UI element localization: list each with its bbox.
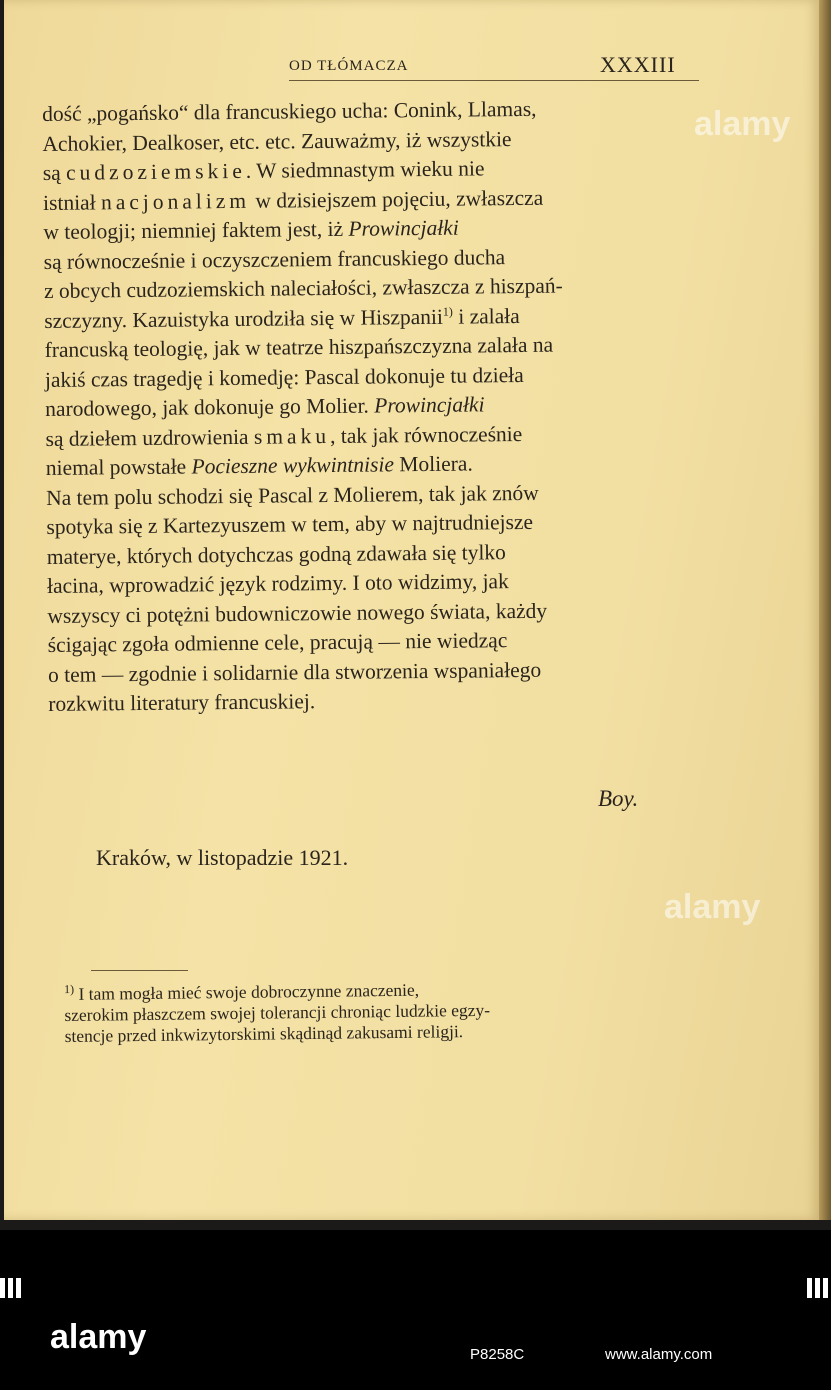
text-line	[48, 683, 708, 719]
body-paragraph	[42, 93, 708, 719]
text-run: szczyzny. Kazuistyka urodziła się w Hiszpanii	[44, 304, 444, 333]
header-rule	[289, 80, 699, 81]
image-id: P8258C	[470, 1346, 525, 1363]
line-content	[48, 655, 541, 690]
alamy-logo: alamy	[50, 1318, 147, 1356]
text-run: niemal powstałe	[45, 454, 192, 480]
text-run: z obcych cudzoziemskich naleciałości, zwłaszcza z hiszpań-	[43, 273, 563, 303]
place-date: Kraków, w listopadzie 1921.	[96, 845, 349, 870]
watermark-top: alamy	[694, 105, 791, 143]
text-run: I tam mogła mieć swoje dobroczynne znaczenie,	[73, 979, 420, 1004]
running-title: OD TŁÓMACZA	[289, 58, 409, 74]
banner-edge-right	[807, 1278, 831, 1298]
text-run: istniał	[42, 189, 102, 215]
text-run: francuską teologię, jak w teatrze hiszpańszczyzna zalała na	[44, 332, 554, 362]
banner-url: www.alamy.com	[605, 1346, 713, 1363]
line-content	[46, 450, 473, 484]
text-run: Na tem polu schodzi się Pascal z Molierem, tak jak znów	[46, 480, 539, 510]
text-run: Moliera.	[393, 451, 473, 477]
book-page	[4, 0, 820, 1220]
spaced-text: cudzoziemskie	[65, 158, 246, 185]
text-run: są dziełem uzdrowienia	[45, 424, 255, 451]
text-run: materye, których dotychczas godną zdawała się tylko	[46, 539, 506, 569]
text-run: , tak jak równocześnie	[329, 421, 523, 448]
text-run: stencje przed inkwizytorskimi skądinąd zakusami religji.	[64, 1021, 464, 1046]
text-run: dość „pogańsko“ dla francuskiego ucha: Conink, Llamas,	[42, 96, 537, 126]
line-content	[65, 1021, 464, 1047]
line-content	[44, 243, 506, 277]
text-run: szerokim płaszczem swojej tolerancji chroniąc ludzkie egzy-	[64, 999, 491, 1025]
italic-text: Prowincjałki	[374, 392, 485, 418]
page-edge	[819, 0, 831, 1220]
text-run: . W siedmnastym wieku nie	[245, 156, 485, 183]
text-run: narodowego, jak dokonuje go Molier.	[45, 393, 375, 421]
text-run: łacina, wprowadzić język rodzimy. I oto widzimy, jak	[46, 569, 509, 598]
spaced-text: nacjonalizm	[100, 188, 251, 214]
footnote-rule	[91, 970, 188, 971]
text-run: w teologji; niemniej faktem jest, iż	[43, 216, 349, 244]
line-content	[48, 687, 315, 719]
line-content	[47, 567, 509, 601]
line-content	[45, 390, 485, 424]
spaced-text: smaku	[253, 423, 331, 449]
italic-text: Prowincjałki	[348, 215, 459, 241]
text-run: wszyscy ci potężni budowniczowie nowego świata, każdy	[47, 598, 548, 628]
text-run: ścigając zgoła odmienne cele, pracują — nie wiedząc	[47, 628, 508, 657]
footnote-marker: 1)	[63, 982, 75, 997]
text-run: rozkwitu literatury francuskiej.	[48, 689, 316, 716]
banner-edge-left	[0, 1278, 24, 1298]
footnote-marker: 1)	[442, 304, 453, 319]
text-run: jakiś czas tragedję i komedję: Pascal dokonuje tu dzieła	[44, 362, 524, 392]
stock-banner	[0, 1230, 831, 1390]
text-run: w dzisiejszem pojęciu, zwłaszcza	[249, 185, 544, 213]
text-run: spotyka się z Kartezyuszem w tem, aby w najtrudniejsze	[46, 509, 534, 539]
signature: Boy.	[598, 786, 639, 811]
page-number: XXXIII	[600, 52, 676, 77]
line-content	[47, 538, 506, 572]
text-run: o tem — zgodnie i solidarnie dla stworzenia wspaniałego	[47, 657, 542, 687]
text-run: są równocześnie i oczyszczeniem francuskiego ducha	[43, 244, 506, 274]
line-content	[43, 154, 485, 188]
italic-text: Pocieszne wykwintnisie	[191, 452, 395, 479]
line-content	[43, 183, 543, 218]
line-content	[43, 214, 459, 248]
text-run: Achokier, Dealkoser, etc. etc. Zauważmy, iż wszystkie	[42, 126, 512, 156]
running-header	[4, 52, 820, 82]
text-run: i zalała	[452, 303, 520, 329]
line-content	[48, 626, 508, 660]
footnote	[64, 976, 713, 1047]
watermark-middle: alamy	[664, 888, 761, 926]
text-run: są	[42, 160, 67, 185]
